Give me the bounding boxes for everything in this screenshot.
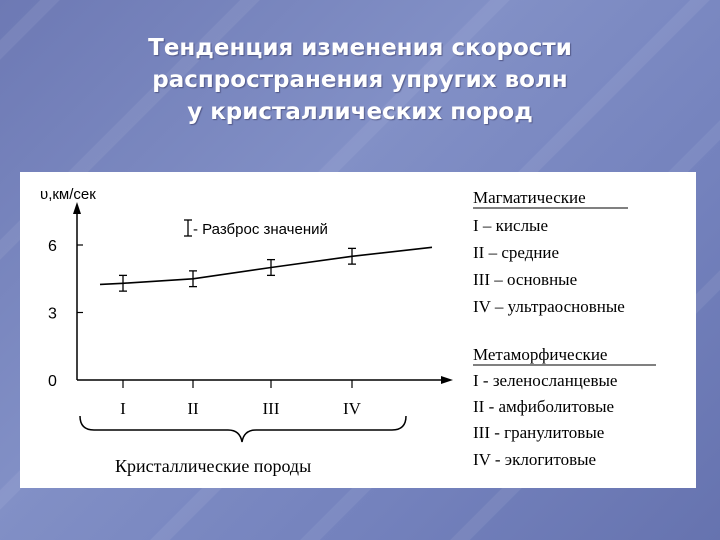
y-tick-label: 0 <box>48 373 57 390</box>
legend-metamorphic-heading: Метаморфические <box>473 345 608 364</box>
title-line-2: распространения упругих волн <box>152 67 568 93</box>
legend-metamorphic-item: II - амфиболитовые <box>473 397 615 416</box>
legend-magmatic <box>473 188 628 316</box>
legend-metamorphic <box>473 345 656 469</box>
x-tick-label: IV <box>343 399 361 418</box>
error-bar-legend-icon <box>184 220 192 236</box>
error-bars <box>119 248 356 291</box>
title-line-1: Тенденция изменения скорости <box>148 35 572 61</box>
legend-magmatic-item: IV – ультраосновные <box>473 297 625 316</box>
y-axis-arrow <box>73 202 81 214</box>
trend-line <box>100 247 432 284</box>
category-brace <box>80 416 406 442</box>
y-tick-label: 3 <box>48 305 57 323</box>
chart-panel <box>20 172 696 488</box>
legend-magmatic-item: III – основные <box>473 270 578 289</box>
legend-magmatic-item: II – средние <box>473 243 560 262</box>
y-axis-label: υ,км/сек <box>40 186 96 203</box>
legend-metamorphic-item: III - гранулитовые <box>473 423 605 442</box>
legend-metamorphic-item: I - зеленосланцевые <box>473 371 618 390</box>
legend-magmatic-heading: Магматические <box>473 188 586 207</box>
x-tick-label: III <box>262 399 280 418</box>
x-tick-label: II <box>187 399 199 418</box>
title-line-3: у кристаллических пород <box>187 99 533 125</box>
x-axis-arrow <box>441 376 453 384</box>
x-axis-caption: Кристаллические породы <box>115 456 312 476</box>
x-tick-label: I <box>120 399 126 418</box>
x-ticks <box>120 380 362 418</box>
slide-title <box>60 32 660 128</box>
annotation-spread: - Разброс значений <box>193 221 328 238</box>
legend-metamorphic-item: IV - эклогитовые <box>473 450 597 469</box>
legend-magmatic-item: I – кислые <box>473 216 549 235</box>
chart <box>20 172 696 488</box>
y-tick-label: 6 <box>48 238 57 255</box>
